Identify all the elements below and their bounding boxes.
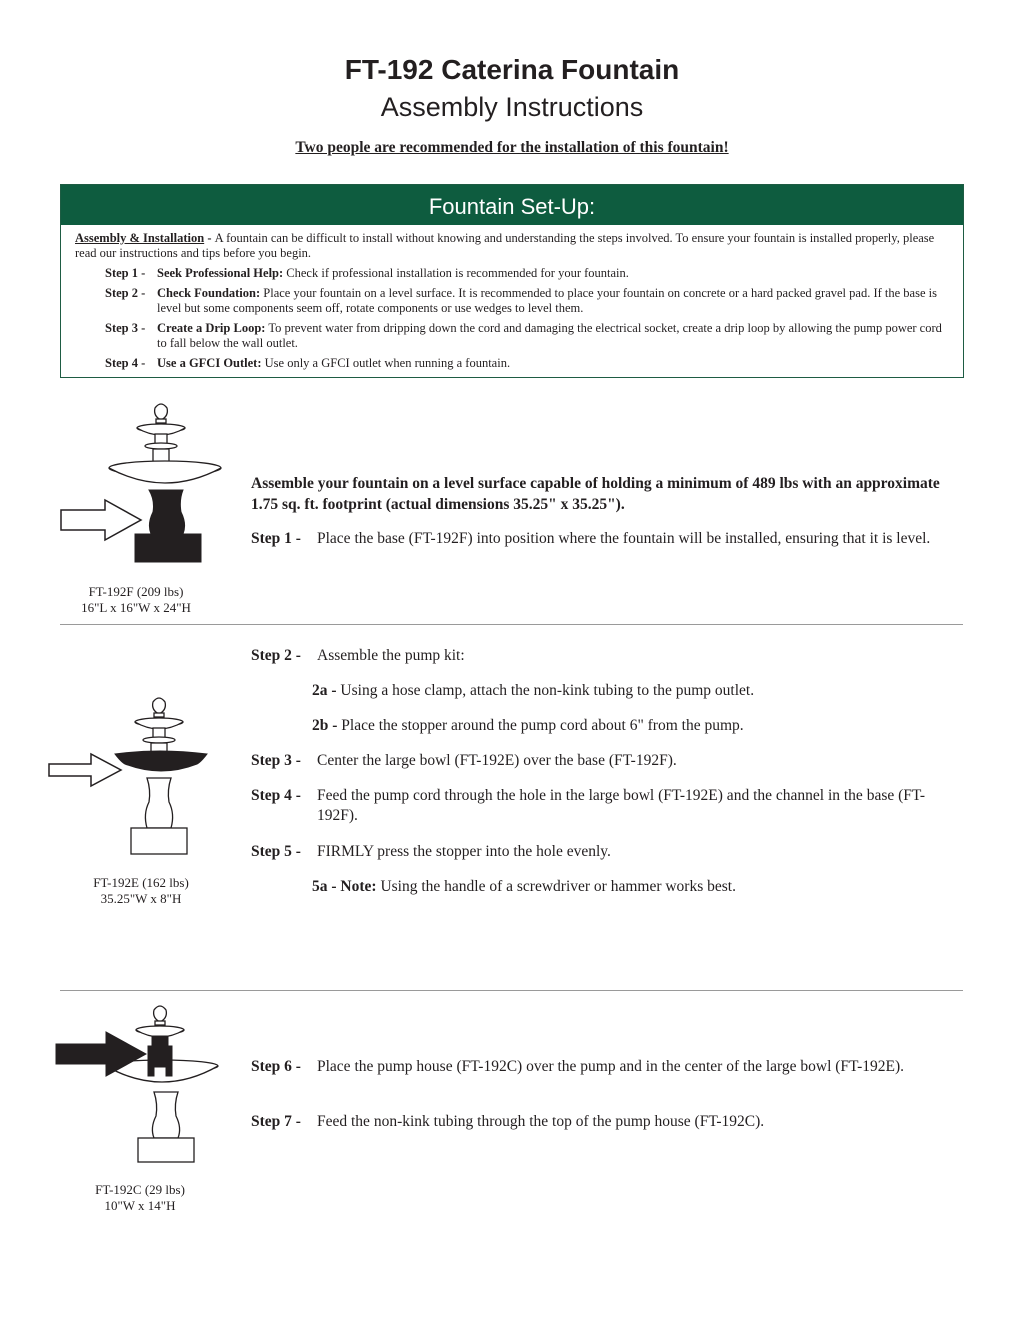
fountain-large-bowl-illustration: [45, 692, 235, 862]
step-5: [251, 842, 963, 862]
step-6: [251, 1057, 963, 1077]
step-3: [251, 751, 963, 771]
step-1: [251, 529, 963, 549]
caption-dimensions: 35.25"W x 8"H: [100, 891, 182, 906]
setup-body: [75, 231, 947, 371]
setup-step-2: [75, 286, 947, 316]
setup-intro: [75, 231, 947, 261]
step-text: Center the large bowl (FT-192E) over the base (FT-192F).: [317, 752, 677, 769]
setup-step-number: Step 2 -: [105, 286, 146, 300]
setup-heading: Fountain Set-Up:: [61, 185, 963, 225]
section-divider-2: [60, 990, 963, 991]
caption-weight: FT-192C (29 lbs): [95, 1182, 185, 1197]
part-caption-ft192f: [56, 584, 216, 616]
fountain-pump-house-illustration: [52, 1000, 232, 1170]
step-number: Step 3 -: [251, 752, 301, 769]
intro-label: Assembly & Installation: [75, 231, 205, 245]
step-number: Step 6 -: [251, 1058, 301, 1075]
setup-step-label: Check Foundation:: [157, 286, 261, 300]
setup-step-text: To prevent water from dripping down the cord and damaging the electrical socket, create a drip loop by allowing the pump power cord to fall below the wall outlet.: [157, 321, 942, 350]
caption-weight: FT-192F (209 lbs): [88, 584, 184, 599]
caption-dimensions: 10"W x 14"H: [104, 1198, 176, 1213]
step-2: [251, 646, 963, 666]
step-text: Feed the pump cord through the hole in the large bowl (FT-192E) and the channel in the base (FT-192F).: [317, 787, 926, 824]
recommendation-note: Two people are recommended for the installation of this fountain!: [295, 139, 729, 156]
substep-label: 5a - Note:: [312, 878, 377, 895]
substep-text: Place the stopper around the pump cord about 6" from the pump.: [337, 717, 744, 734]
section-divider-1: [60, 624, 963, 625]
setup-step-text: Place your fountain on a level surface. It is recommended to place your fountain on concrete or a hard packed gravel pad. If the base is level but some components seem off, rotate components or use wedges to level them.: [157, 286, 937, 315]
substep-2b: [312, 716, 962, 736]
setup-step-4: [75, 356, 947, 371]
setup-step-number: Step 3 -: [105, 321, 146, 335]
intro-dash: -: [204, 231, 215, 245]
document-subtitle: Assembly Instructions: [380, 92, 644, 122]
section1-intro: Assemble your fountain on a level surface capable of holding a minimum of 489 lbs with an approximate 1.75 sq. ft. footprint (actual dimensions 35.25" x 35.25").: [251, 475, 940, 513]
fountain-base-illustration: [55, 398, 235, 568]
part-caption-ft192c: [60, 1182, 220, 1214]
caption-dimensions: 16"L x 16"W x 24"H: [81, 600, 191, 615]
setup-step-label: Use a GFCI Outlet:: [157, 356, 262, 370]
part-caption-ft192e: [61, 875, 221, 907]
step-number: Step 4 -: [251, 787, 301, 804]
setup-step-text: Use only a GFCI outlet when running a fountain.: [261, 356, 511, 370]
substep-2a: [312, 681, 962, 701]
setup-step-text: Check if professional installation is recommended for your fountain.: [283, 266, 629, 280]
substep-text: Using a hose clamp, attach the non-kink tubing to the pump outlet.: [336, 682, 755, 699]
setup-step-3: [75, 321, 947, 351]
intro-text: A fountain can be difficult to install without knowing and understanding the steps involved. To ensure your fountain is installed properly, please read our instructions and tips before you begin.: [75, 231, 935, 260]
step-number: Step 7 -: [251, 1113, 301, 1130]
substep-label: 2b -: [312, 717, 338, 734]
setup-step-1: [75, 266, 947, 281]
setup-step-number: Step 1 -: [105, 266, 146, 280]
setup-step-label: Seek Professional Help:: [157, 266, 284, 280]
step-text: Place the base (FT-192F) into position where the fountain will be installed, ensuring that it is level.: [317, 530, 931, 547]
setup-box: [60, 184, 964, 378]
step-number: Step 1 -: [251, 530, 301, 547]
substep-label: 2a -: [312, 682, 337, 699]
substep-text: Using the handle of a screwdriver or hammer works best.: [376, 878, 736, 895]
setup-step-label: Create a Drip Loop:: [157, 321, 266, 335]
caption-weight: FT-192E (162 lbs): [93, 875, 189, 890]
step-text: Assemble the pump kit:: [317, 647, 465, 664]
step-text: Feed the non-kink tubing through the top of the pump house (FT-192C).: [317, 1113, 765, 1130]
document-title: FT-192 Caterina Fountain: [344, 54, 680, 85]
step-text: FIRMLY press the stopper into the hole evenly.: [317, 843, 611, 860]
step-7: [251, 1112, 963, 1132]
step-4: [251, 786, 963, 826]
step-number: Step 5 -: [251, 843, 301, 860]
setup-step-number: Step 4 -: [105, 356, 146, 370]
substep-5a: [312, 877, 962, 897]
step-number: Step 2 -: [251, 647, 301, 664]
step-text: Place the pump house (FT-192C) over the pump and in the center of the large bowl (FT-192E).: [317, 1058, 905, 1075]
